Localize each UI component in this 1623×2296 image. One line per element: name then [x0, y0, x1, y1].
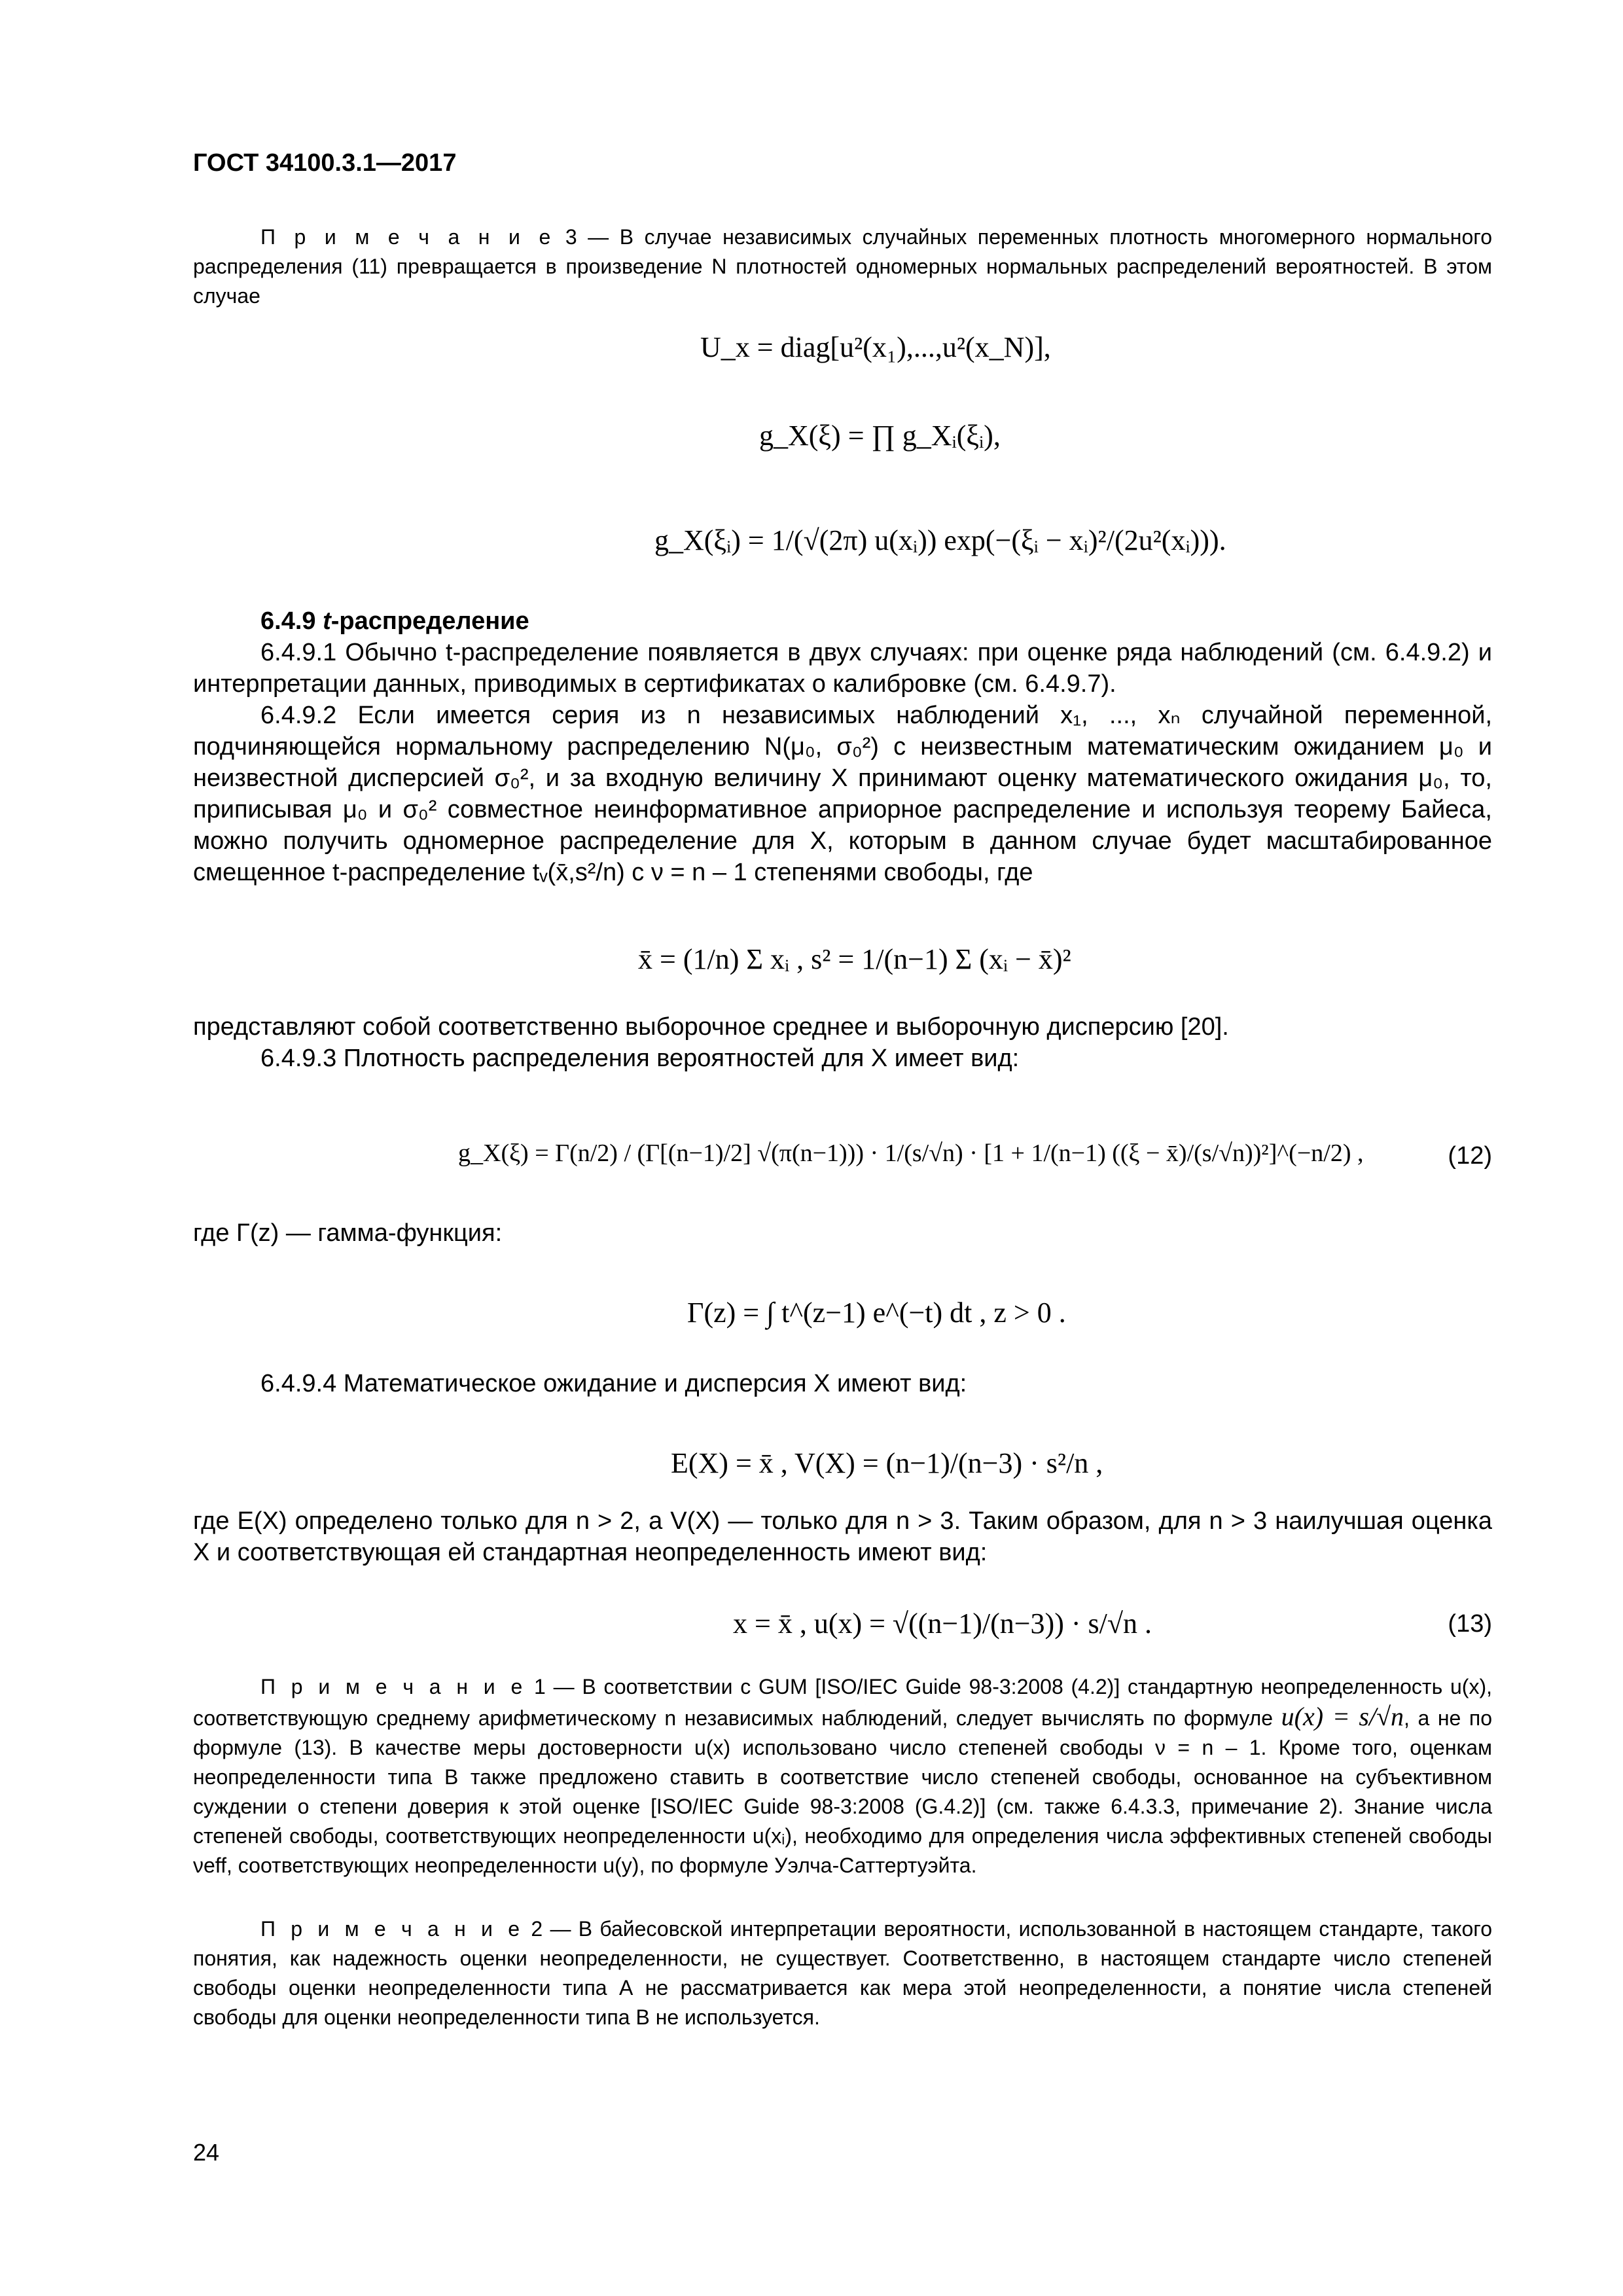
note-label: П р и м е ч а н и е	[260, 225, 555, 249]
paragraph-6-4-9-4-block	[193, 1368, 1492, 1399]
note-text-b: , а не по формуле (13). В качестве меры достоверности u(x) использовано число степеней свободы ν = n – 1. Кроме того, оценкам неопределенности типа В также предложено ставить в соответствие число степеней свободы, основанное на субъективном суждении о степени доверия к этой оценке [ISO/IEC Guide 98-3:2008 (G.4.2)] (см. также 6.4.3.3, примечание 2). Знание числа степеней свободы, соответствующих неопределенности u(xᵢ), необходимо для определения числа эффективных степеней свободы νeff, соответствующих неопределенности u(y), по формуле Уэлча-Саттертуэйта.	[193, 1706, 1492, 1877]
note-3	[193, 223, 1492, 311]
paragraph-6-4-9-2: 6.4.9.2 Если имеется серия из n независимых наблюдений x₁, ..., xₙ случайной переменной, подчиняющейся нормальному распределению N(μ₀, σ₀²) с неизвестным математическим ожиданием μ₀ и неизвестной дисперсией σ₀², и за входную величину X принимают оценку математического ожидания μ₀, то, приписывая μ₀ и σ₀² совместное неинформативное априорное распределение и используя теорему Байеса, можно получить одномерное распределение для X, которым в данном случае будет масштабированное смещенное t-распределение tᵥ(x̄,s²/n) с ν = n – 1 степенями свободы, где	[193, 702, 1492, 886]
eq-number-12: (12)	[1448, 1142, 1492, 1170]
formula-eq13: x = x̄ , u(x) = √((n−1)/(n−3)) · s/√n .	[733, 1607, 1152, 1640]
section-title-rest: -распределение	[330, 607, 529, 635]
document-header: ГОСТ 34100.3.1—2017	[193, 149, 457, 177]
paragraph-6-4-9-3: 6.4.9.3 Плотность распределения вероятностей для X имеет вид:	[260, 1045, 1020, 1072]
gamma-intro-block	[193, 1217, 1492, 1249]
section-title	[193, 605, 1492, 637]
after-moments-block	[193, 1505, 1492, 1568]
after-means-block	[193, 1011, 1492, 1074]
note-text: 2 — В байесовской интерпретации вероятности, использованной в настоящем стандарте, такого понятия, как надежность оценки неопределенности, не существует. Соответственно, в настоящем стандарте число степеней свободы оценки неопределенности типа А не рассматривается как мера этой неопределенности, а понятие числа степеней свободы для оценки неопределенности типа В не используется.	[193, 1917, 1493, 2029]
after-means-text: представляют собой соответственно выборочное среднее и выборочную дисперсию [20].	[193, 1013, 1229, 1041]
formula-gamma: Γ(z) = ∫ t^(z−1) e^(−t) dt , z > 0 .	[687, 1297, 1066, 1329]
note-2	[193, 1914, 1492, 2032]
gamma-intro-text: где Γ(z) — гамма-функция:	[193, 1219, 503, 1247]
paragraph-6-4-9-1: 6.4.9.1 Обычно t-распределение появляется в двух случаях: при оценке ряда наблюдений (см. 6.4.9.2) и интерпретации данных, приводимых в сертификатах о калибровке (см. 6.4.9.7).	[193, 639, 1492, 698]
formula-moments: E(X) = x̄ , V(X) = (n−1)/(n−3) · s²/n ,	[671, 1447, 1103, 1479]
section-number: 6.4.9	[260, 607, 316, 635]
note-text: 3 — В случае независимых случайных переменных плотность многомерного нормального распределения (11) превращается в произведение N плотностей одномерных нормальных распределений вероятностей. В этом случае	[193, 225, 1493, 308]
formula-gx-i: g_X(ξᵢ) = 1/(√(2π) u(xᵢ)) exp(−(ξᵢ − xᵢ)²/(2u²(xᵢ))).	[654, 524, 1226, 556]
note-label: П р и м е ч а н и е	[260, 1675, 527, 1698]
formula-gx-product: g_X(ξ) = ∏ g_Xᵢ(ξᵢ),	[759, 420, 1001, 452]
formula-ux: U_x = diag[u²(x₁),...,u²(x_N)],	[700, 331, 1051, 363]
formula-eq12: g_X(ξ) = Γ(n/2) / (Γ[(n−1)/2] √(π(n−1))) · 1/(s/√n) · [1 + 1/(n−1) ((ξ − x̄)/(s/√n))²]^(−n/2) ,	[458, 1139, 1364, 1167]
after-moments-text: где E(X) определено только для n > 2, а V(X) — только для n > 3. Таким образом, для n > 3 наилучшая оценка X и соответствующая ей стандартная неопределенность имеют вид:	[193, 1507, 1492, 1566]
page-number: 24	[193, 2139, 220, 2166]
formula-u-simple: u(x) = s/√n	[1281, 1702, 1404, 1731]
section-title-italic: t	[323, 607, 331, 635]
note-text-a: 1 — В соответствии с GUM [ISO/IEC Guide 98-3:2008 (4.2)] стандартную неопределенность u(x), соответствующую среднему арифметическому n независимых наблюдений, следует вычислять по формуле	[193, 1675, 1493, 1730]
eq-number-13: (13)	[1448, 1610, 1492, 1638]
note-label: П р и м е ч а н и е	[260, 1917, 524, 1941]
note-1	[193, 1672, 1492, 1880]
section-6-4-9	[193, 605, 1492, 888]
formula-sample-stats: x̄ = (1/n) Σ xᵢ , s² = 1/(n−1) Σ (xᵢ − x̄)²	[638, 943, 1071, 975]
paragraph-6-4-9-4: 6.4.9.4 Математическое ожидание и дисперсия X имеют вид:	[260, 1370, 967, 1397]
